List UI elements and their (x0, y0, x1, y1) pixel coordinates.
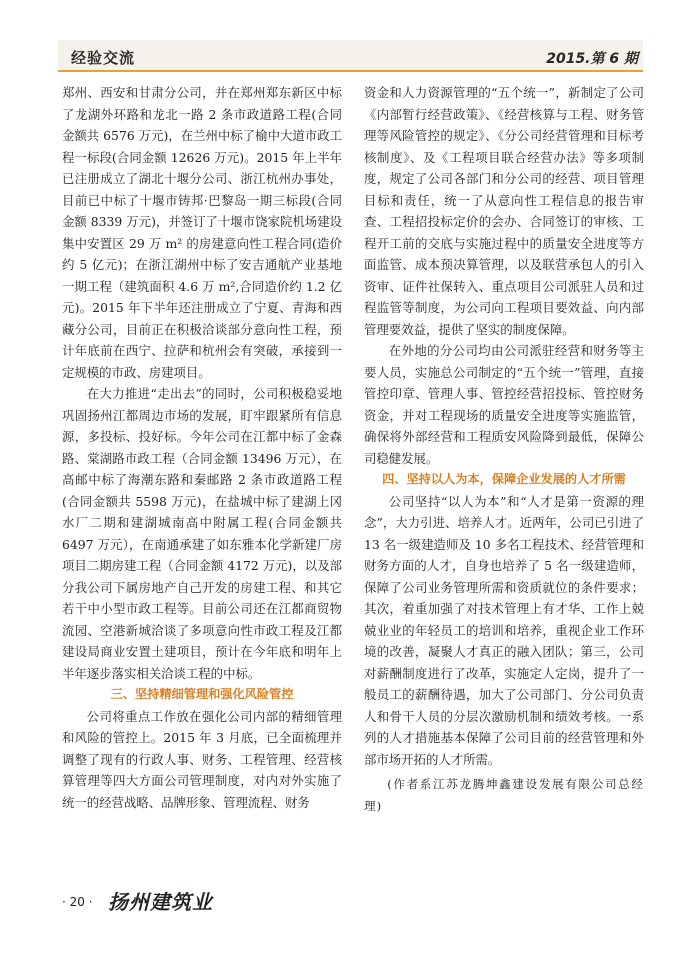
paragraph-management-systems: 资金和人力资源管理的“五个统一”，新制定了公司《内部暂行经营政策》、《经营核算与工程、财务管理等风险管控的规定》、《分公司经营管理和目标考核制度》、及《工程项目联合经营办法》等多项制度，规定了公司各部门和分公司的经营、项目管理目标和责任，统一了从意向性工程信息的报告审查、工程招投标定价的会办、合同签订的审核、工程开工前的交底与实施过程中的质量安全进度等方面监管、成本预决算管理，以及联营承包人的引入资审、证件社保转入、重点项目公司派驻人员和过程监管等制度，为公司向工程项目要效益、向内部管理要效益，提供了坚实的制度保障。 (364, 85, 644, 337)
heading-fine-management: 三、坚持精细管理和强化风险管控 (110, 687, 294, 701)
header-rule (58, 70, 643, 72)
right-column (364, 82, 644, 867)
section-title: 经验交流 (71, 49, 136, 67)
paragraph-overseas-branches: 郑州、西安和甘肃分公司，并在郑州郑东新区中标了龙湖外环路和龙北一路 2 条市政道路工程(合同金额共 6576 万元)，在兰州中标了榆中大道市政工程一标段(合同金额 12626 万元)。2015 年上半年已注册成立了湖北十堰分公司、浙江杭州办事处，目前已中标了十堰市铸邦·巴黎岛一期三标段(合同金额 8339 万元)，并签订了十堰市饶家院机场建设集中安置区 29 万 m² 的房建意向性工程合同(造价约 5 亿元)；在浙江湖州中标了安吉通航产业基地一期工程（建筑面积 4.6 万 m²,合同造价约 1.2 亿元)。2015 年下半年还注册成立了宁夏、青海和西藏分公司，目前正在积极洽谈部分意向性工程，预计年底前在西宁、拉萨和杭州会有突破，承接到一定规模的市政、房建项目。 (62, 85, 342, 380)
paragraph-talent: 公司坚持“以人为本”和“人才是第一资源的理念”，大力引进、培养人才。近两年，公司已引进了 13 名一级建造师及 10 多名工程技术、经营管理和财务方面的人才，自身也培养了 5 名一级建造师，保障了公司业务管理所需和资质就位的条件要求；其次，着重加强了对技术管理上有才华、工作上兢兢业业的年轻员工的培训和培养，重视企业工作环境的改善，凝聚人才真正的融入团队；第三，公司对薪酬制度进行了改革，实施定人定岗，提升了一般员工的薪酬待遇，加大了公司部门、分公司负责人和骨干人员的分层次激励机制和绩效考核。一系列的人才措施基本保障了公司目前的经营管理和外部市场开拓的人才所需。 (364, 493, 644, 767)
left-column (62, 82, 342, 867)
author-note: (作者系江苏龙腾坤鑫建设发展有限公司总经理) (364, 777, 644, 813)
paragraph-branch-control: 在外地的分公司均由公司派驻经营和财务等主要人员，实施总公司制定的“五个统一”管理，直接管控印章、管理人事、管控经营招投标、管控财务资金，并对工程现场的质量安全进度等实施监管，确保将外部经营和工程质安风险降到最低，保障公司稳健发展。 (364, 343, 644, 466)
page-number: · 20 · (62, 895, 93, 909)
paragraph-local-market: 在大力推进“走出去”的同时，公司积极稳妥地巩固扬州江都周边市场的发展，盯牢跟紧所有信息源，多投标、投好标。今年公司在江都中标了金森路、棠湖路市政工程（合同金额 13496 万元），在高邮中标了海潮东路和秦邮路 2 条市政道路工程(合同金额共 5598 万元)，在盐城中标了建湖上冈水厂二期和建湖城南高中附属工程(合同金额共 6497 万元），在南通承建了如东雅本化学新建厂房项目二期房建工程（合同金额 4172 万元)，以及部分我公司下属房地产自己开发的房建工程、和其它若干中小型市政工程等。目前公司还在江都商贸物流园、空港新城洽谈了多项意向性市政工程及江都建设局商业安置土建项目，预计在今年底和明年上半年逐步落实相关洽谈工程的中标。 (62, 386, 342, 681)
issue-label: 2015.第 6 期 (546, 51, 638, 67)
paragraph-management-intro: 公司将重点工作放在强化公司内部的精细管理和风险的管控上。2015 年 3 月底，已全面梳理并调整了现有的行政人事、财务、工程管理、经营核算管理等四大方面公司管理制度，对内对外实施了统一的经营战略、品牌形象、管理流程、财务 (62, 708, 342, 810)
heading-talent: 四、坚持以人为本，保障企业发展的人才所需 (382, 472, 626, 486)
magazine-logo: 扬州建筑业 (108, 890, 213, 914)
